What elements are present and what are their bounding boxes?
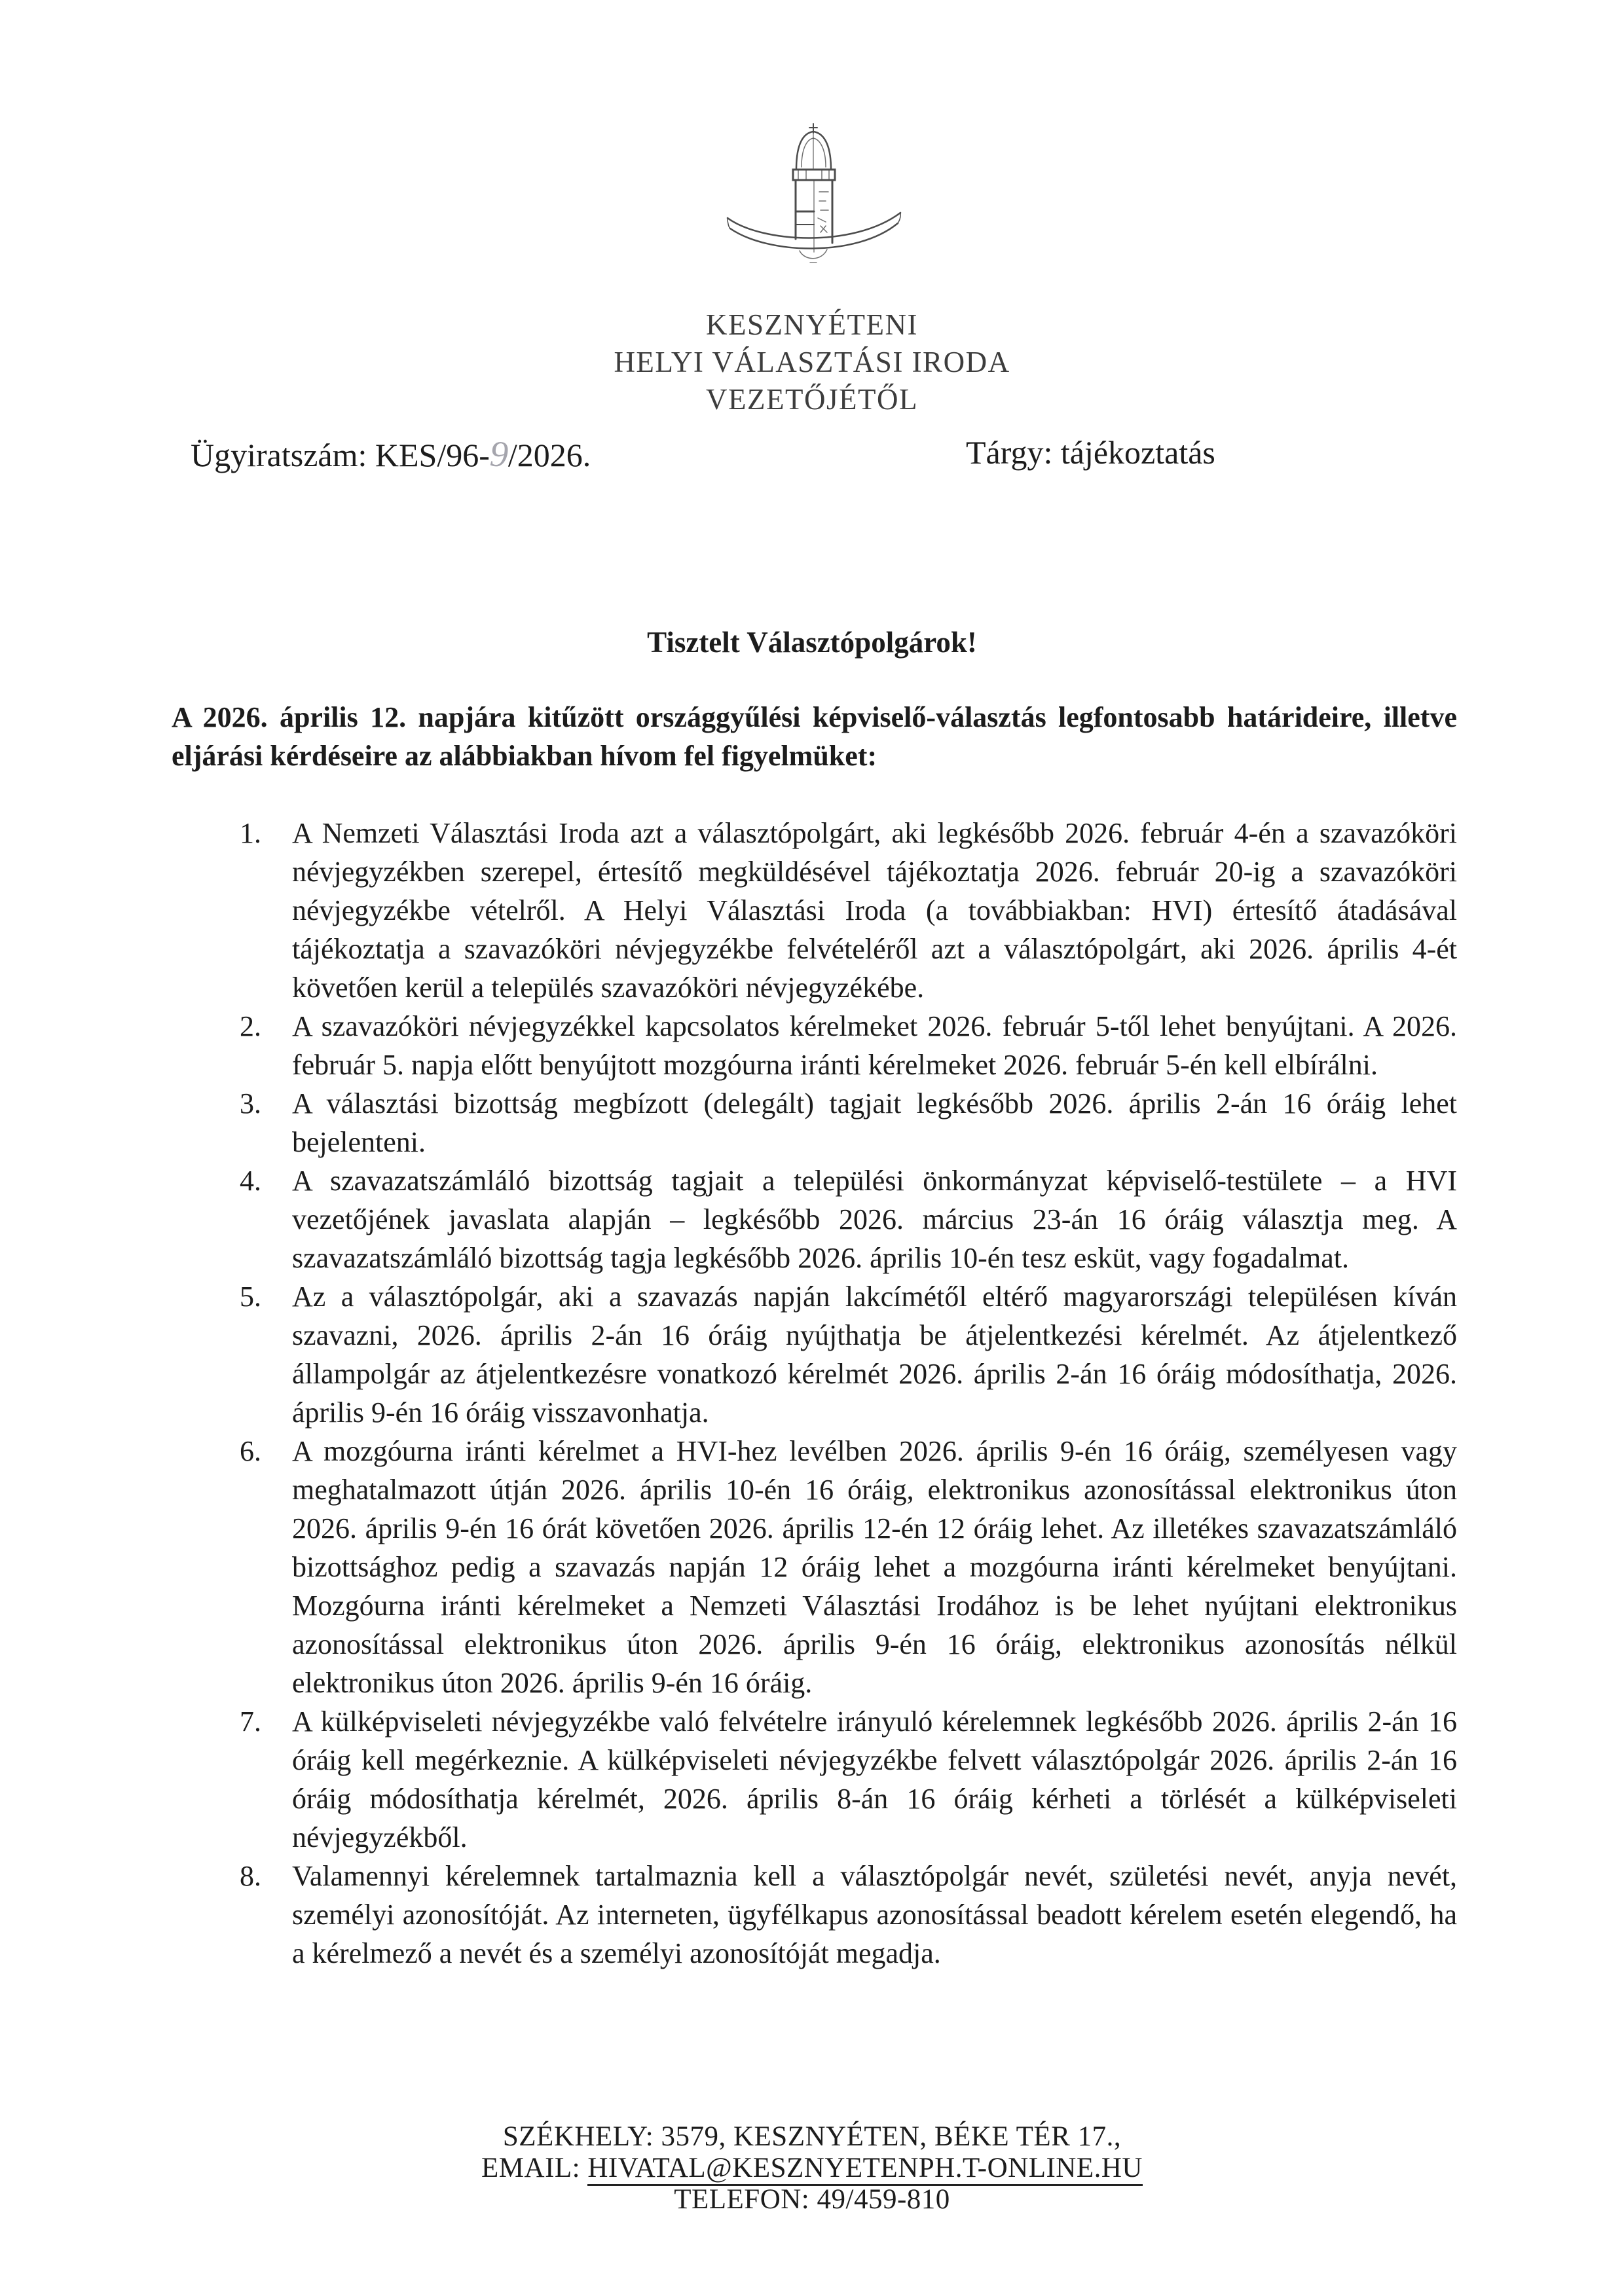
footer-block bbox=[0, 2121, 1624, 2215]
list-item-number: 8. bbox=[240, 1860, 261, 1892]
list-item-text: Valamennyi kérelemnek tartalmaznia kell a választópolgár nevét, születési nevét, anyja nevét, személyi azonosítóját. Az interneten, ügyfélkapus azonosítással beadott kérelem esetén elegendő, ha a kérelmező a nevét és a személyi azonosítóját megadja. bbox=[292, 1860, 1457, 1969]
list-item bbox=[240, 814, 1457, 1007]
list-item bbox=[240, 1084, 1457, 1161]
footer-email-label: EMAIL: bbox=[481, 2153, 581, 2183]
handwritten-number: 9 bbox=[489, 433, 509, 475]
list-item bbox=[240, 1702, 1457, 1857]
intro-paragraph: A 2026. április 12. napjára kitűzött országgyűlési képviselő-választás legfontosabb határideire, illetve eljárási kérdéseire az alábbiakban hívom fel figyelmüket: bbox=[172, 701, 1457, 772]
list-item-number: 6. bbox=[240, 1435, 261, 1467]
list-item bbox=[240, 1007, 1457, 1084]
footer-address: SZÉKHELY: 3579, KESZNYÉTEN, BÉKE TÉR 17., bbox=[502, 2121, 1122, 2152]
list-item bbox=[240, 1161, 1457, 1277]
list-item bbox=[240, 1857, 1457, 1973]
list-item-number: 2. bbox=[240, 1010, 261, 1042]
list-item-number: 5. bbox=[240, 1281, 261, 1313]
office-name-block bbox=[0, 306, 1624, 418]
office-name-line2: HELYI VÁLASZTÁSI IRODA bbox=[614, 346, 1010, 378]
subject-line: Tárgy: tájékoztatás bbox=[966, 434, 1215, 471]
list-item-text: A szavazóköri névjegyzékkel kapcsolatos kérelmeket 2026. február 5-től lehet benyújtani. A 2026. február 5. napja előtt benyújtott mozgóurna iránti kérelmeket 2026. február 5-én kell elbírálni. bbox=[292, 1010, 1457, 1081]
list-item-text: A külképviseleti névjegyzékbe való felvételre irányuló kérelemnek legkésőbb 2026. április 2-án 16 óráig kell megérkeznie. A külképviseleti névjegyzékbe felvett választópolgár 2026. április 2-án 16 óráig módosíthatja kérelmét, 2026. április 8-án 16 óráig kérheti a törlését a külképviseleti névjegyzékből. bbox=[292, 1705, 1457, 1853]
footer-email-line bbox=[0, 2153, 1624, 2184]
case-number-prefix: Ügyiratszám: KES/96- bbox=[191, 437, 490, 473]
footer-email-address: HIVATAL@KESZNYETENPH.T-ONLINE.HU bbox=[587, 2153, 1143, 2186]
list-item bbox=[240, 1277, 1457, 1432]
list-item-text: A szavazatszámláló bizottság tagjait a települési önkormányzat képviselő-testülete – a HVI vezetőjének javaslata alapján – legkésőbb 2026. március 23-án 16 óráig választja meg. A szavazatszámláló bizottság tagja legkésőbb 2026. április 10-én tesz esküt, vagy fogadalmat. bbox=[292, 1165, 1457, 1274]
deadline-list bbox=[240, 814, 1457, 1973]
list-item bbox=[240, 1432, 1457, 1702]
footer-phone: TELEFON: 49/459-810 bbox=[674, 2184, 950, 2215]
list-item-number: 1. bbox=[240, 817, 261, 849]
list-item-text: A mozgóurna iránti kérelmet a HVI-hez levélben 2026. április 9-én 16 óráig, személyesen vagy meghatalmazott útján 2026. április 10-én 16 óráig, elektronikus azonosítással elektronikus úton 2026. április 9-én 16 órát követően 2026. április 12-én 12 óráig lehet. Az illetékes szavazatszámláló bizottsághoz pedig a szavazás napján 12 óráig lehet a mozgóurna iránti kérelmeket benyújtani. Mozgóurna iránti kérelmeket a Nemzeti Választási Irodához is be lehet nyújtani elektronikus azonosítással elektronikus úton 2026. április 9-én 16 óráig, elektronikus azonosítás nélkül elektronikus úton 2026. április 9-én 16 óráig. bbox=[292, 1435, 1457, 1699]
list-item-text: Az a választópolgár, aki a szavazás napján lakcímétől eltérő magyarországi településen kíván szavazni, 2026. április 2-án 16 óráig nyújthatja be átjelentkezési kérelmét. Az átjelentkező állampolgár az átjelentkezésre vonatkozó kérelmét 2026. április 2-án 16 óráig módosíthatja, 2026. április 9-én 16 óráig visszavonhatja. bbox=[292, 1281, 1457, 1429]
case-number bbox=[191, 433, 591, 475]
list-item-number: 7. bbox=[240, 1705, 261, 1738]
case-number-suffix: /2026. bbox=[507, 437, 591, 473]
list-item-number: 4. bbox=[240, 1165, 261, 1197]
list-item-text: A választási bizottság megbízott (delegált) tagjait legkésőbb 2026. április 2-án 16 óráig lehet bejelenteni. bbox=[292, 1087, 1457, 1158]
list-item-number: 3. bbox=[240, 1087, 261, 1120]
salutation-title: Tisztelt Választópolgárok! bbox=[647, 626, 977, 659]
office-name-line1: KESZNYÉTENI bbox=[706, 308, 918, 341]
parliament-crest-icon bbox=[722, 115, 906, 273]
list-item-text: A Nemzeti Választási Iroda azt a választópolgárt, aki legkésőbb 2026. február 4-én a szavazóköri névjegyzékben szerepel, értesítő megküldésével tájékoztatja 2026. február 20-ig a szavazóköri névjegyzékbe vételről. A Helyi Választási Iroda (a továbbiakban: HVI) értesítő átadásával tájékoztatja a szavazóköri névjegyzékbe felvételéről azt a választópolgárt, aki 2026. április 4-ét követően kerül a település szavazóköri névjegyzékébe. bbox=[292, 817, 1457, 1004]
office-name-line3: VEZETŐJÉTŐL bbox=[706, 383, 918, 416]
